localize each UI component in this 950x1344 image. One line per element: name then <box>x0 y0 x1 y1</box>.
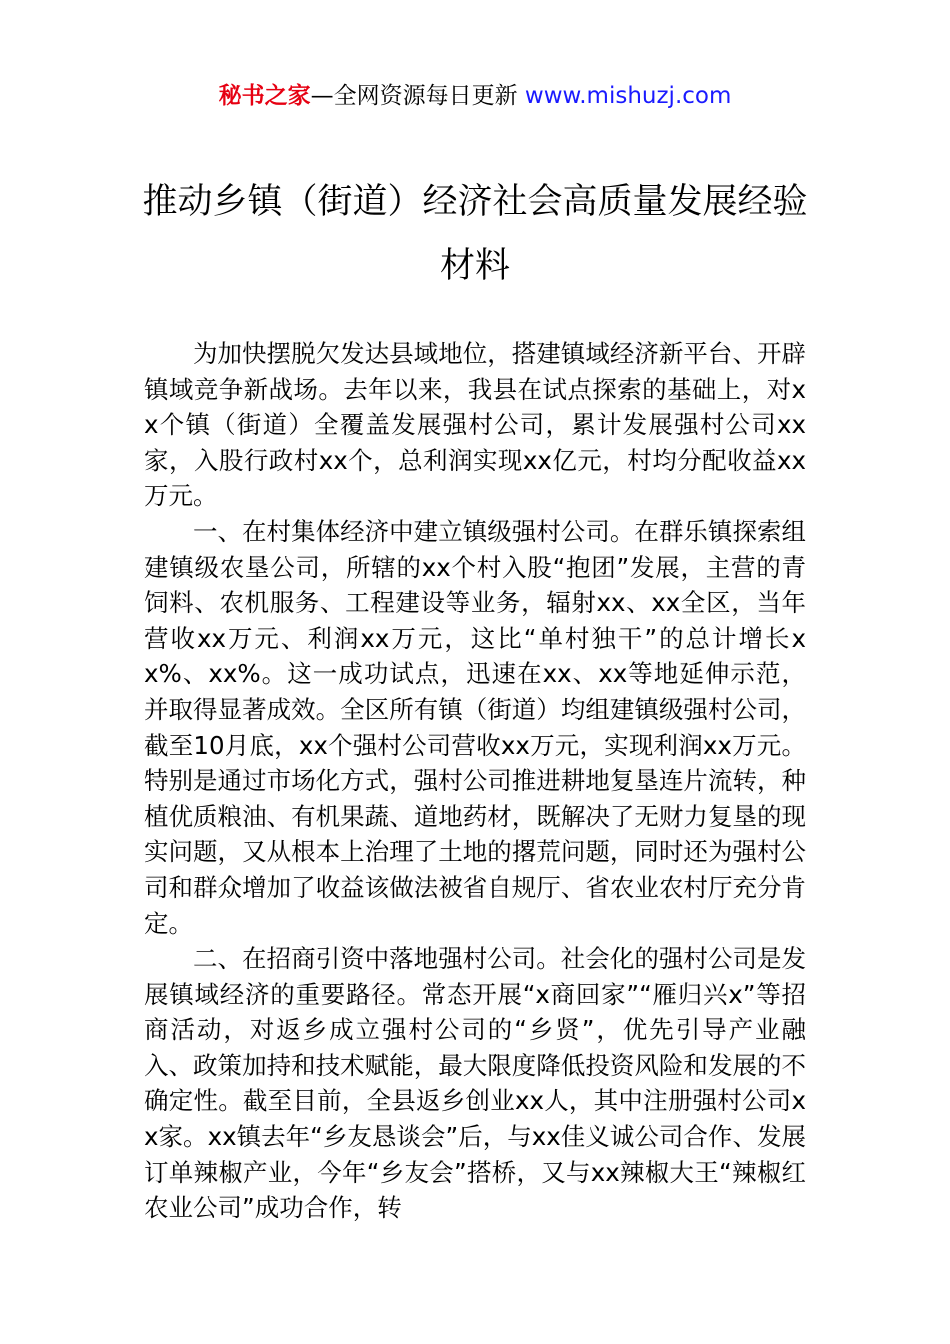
site-header <box>0 80 950 112</box>
document-body <box>144 336 806 1226</box>
brand-name: 秘书之家 <box>218 83 311 109</box>
paragraph-section-one: 一、在村集体经济中建立镇级强村公司。在群乐镇探索组建镇级农垦公司，所辖的xx个村入股“抱团”发展，主营的青饲料、农机服务、工程建设等业务，辐射xx、xx全区，当年营收xx万元、利润xx万元，这比“单村独干”的总计增长xx%、xx%。这一成功试点，迅速在xx、xx等地延伸示范，并取得显著成效。全区所有镇（街道）均组建镇级强村公司，截至10月底，xx个强村公司营收xx万元，实现利润xx万元。特别是通过市场化方式，强村公司推进耕地复垦连片流转，种植优质粮油、有机果蔬、道地药材，既解决了无财力复垦的现实问题，又从根本上治理了土地的撂荒问题，同时还为强村公司和群众增加了收益该做法被省自规厅、省农业农村厅充分肯定。 <box>144 516 806 938</box>
paragraph-intro: 为加快摆脱欠发达县域地位，搭建镇域经济新平台、开辟镇域竞争新战场。去年以来，我县在试点探索的基础上，对xx个镇（街道）全覆盖发展强村公司，累计发展强村公司xx家，入股行政村xx个，总利润实现xx亿元，村均分配收益xx万元。 <box>144 339 806 511</box>
site-tagline: —全网资源每日更新 <box>310 83 518 109</box>
document-title: 推动乡镇（街道）经济社会高质量发展经验材料 <box>142 182 808 286</box>
site-url-link[interactable]: www.mishuzj.com <box>524 83 732 109</box>
paragraph-section-two: 二、在招商引资中落地强村公司。社会化的强村公司是发展镇域经济的重要路径。常态开展“x商回家”“雁归兴x”等招商活动，对返乡成立强村公司的“乡贤”，优先引导产业融入、政策加持和技术赋能，最大限度降低投资风险和发展的不确定性。截至目前，全县返乡创业xx人，其中注册强村公司xx家。xx镇去年“乡友恳谈会”后，与xx佳义诚公司合作、发展订单辣椒产业，今年“乡友会”搭桥，又与xx辣椒大王“辣椒红农业公司”成功合作，转 <box>144 944 806 1223</box>
